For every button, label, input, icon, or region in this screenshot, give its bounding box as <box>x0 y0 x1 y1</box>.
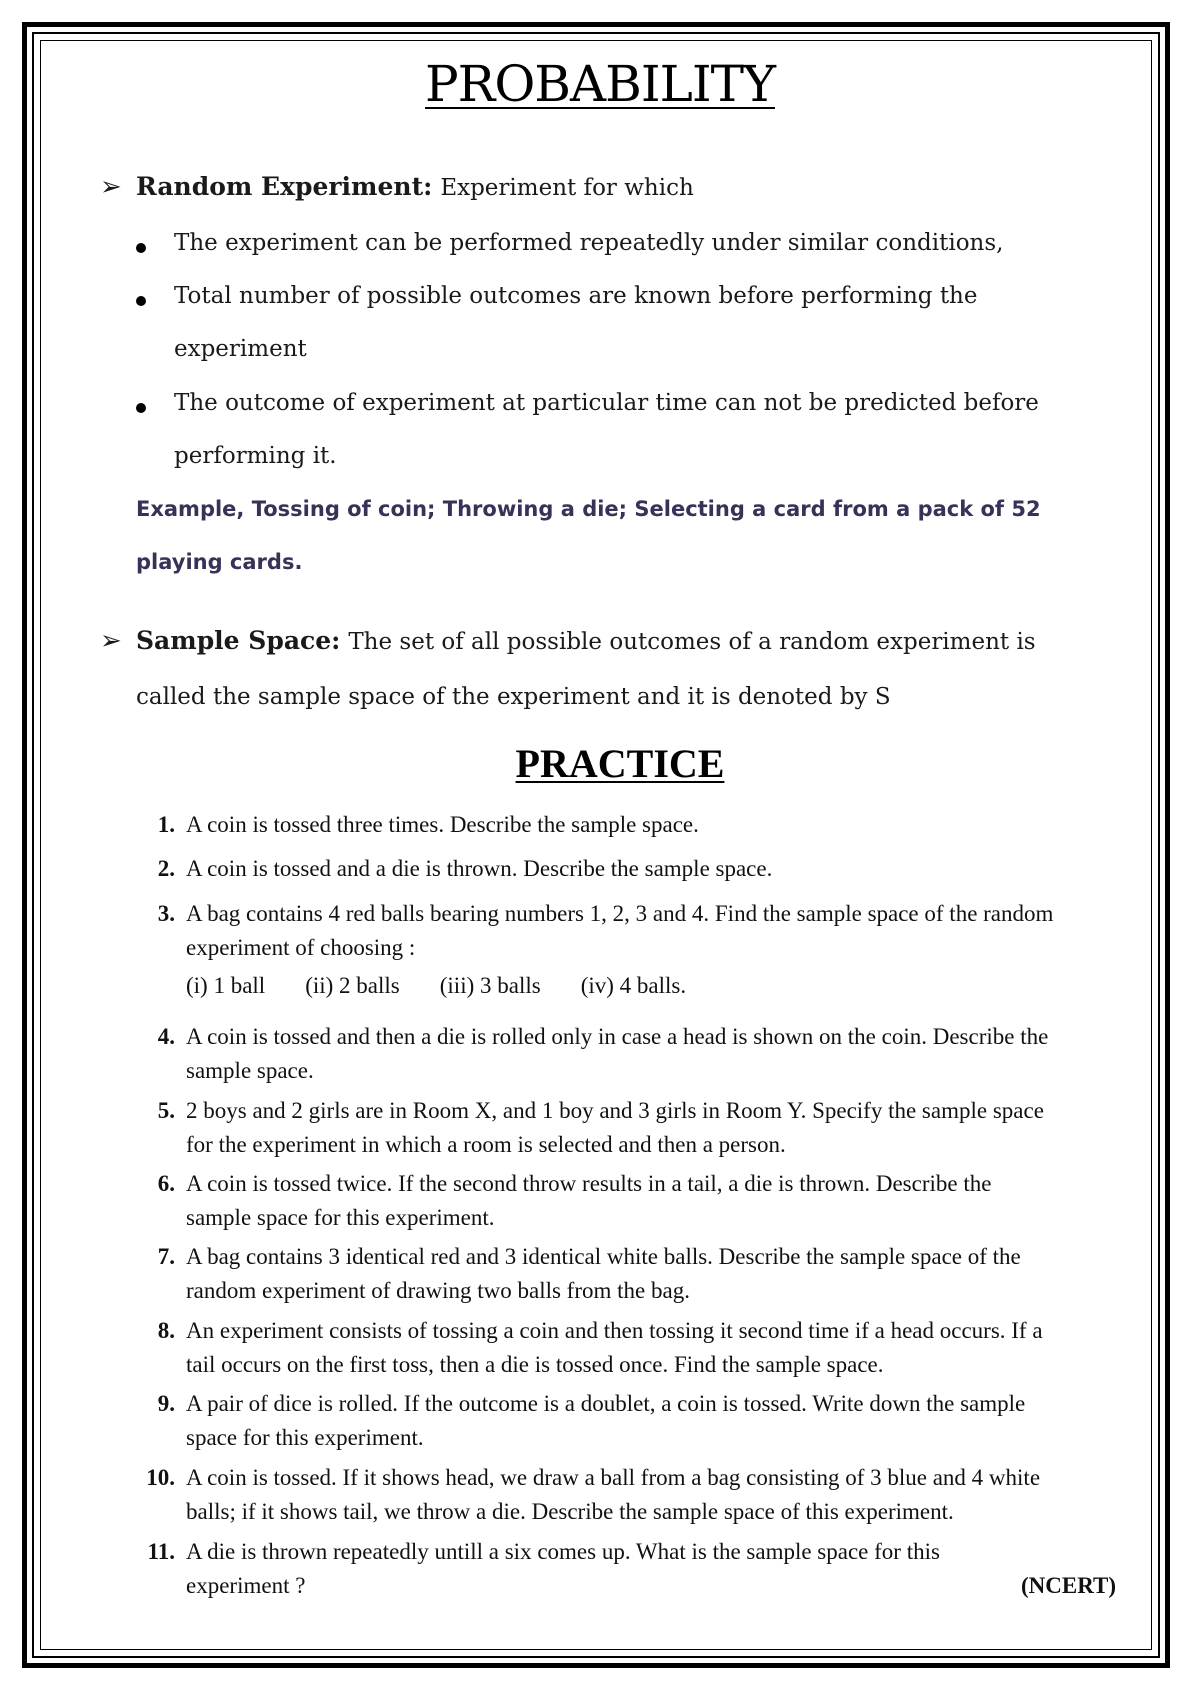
arrow-bullet-icon: ➢ <box>100 172 122 202</box>
sample-space-text-continued: called the sample space of the experiment and it is denoted by S <box>136 684 891 710</box>
bullet-text-continued: performing it. <box>174 443 337 469</box>
example-line: playing cards. <box>136 550 303 574</box>
sample-space-heading: Sample Space: <box>136 626 341 655</box>
sample-space-heading-line <box>100 626 1036 656</box>
sample-space-text: The set of all possible outcomes of a random experiment is <box>348 629 1036 655</box>
page-title: PROBABILITY <box>425 55 775 113</box>
random-experiment-heading-line <box>100 172 694 202</box>
bullet-text-continued: experiment <box>174 336 307 362</box>
source-tag: (NCERT) <box>1020 1573 1116 1598</box>
bullet-text: The outcome of experiment at particular time can not be predicted before <box>174 390 1039 416</box>
random-experiment-intro: Experiment for which <box>440 175 694 201</box>
arrow-bullet-icon: ➢ <box>100 626 122 656</box>
practice-title: PRACTICE <box>515 741 725 786</box>
bullet-text: The experiment can be performed repeatedly under similar conditions, <box>174 230 1004 256</box>
example-line: Example, Tossing of coin; Throwing a die; Selecting a card from a pack of 52 <box>136 497 1041 521</box>
question-options: (i) 1 ball (ii) 2 balls (iii) 3 balls (iv) 4 balls. <box>186 973 687 998</box>
bullet-text: Total number of possible outcomes are known before performing the <box>174 283 978 309</box>
random-experiment-heading: Random Experiment: <box>136 172 433 201</box>
